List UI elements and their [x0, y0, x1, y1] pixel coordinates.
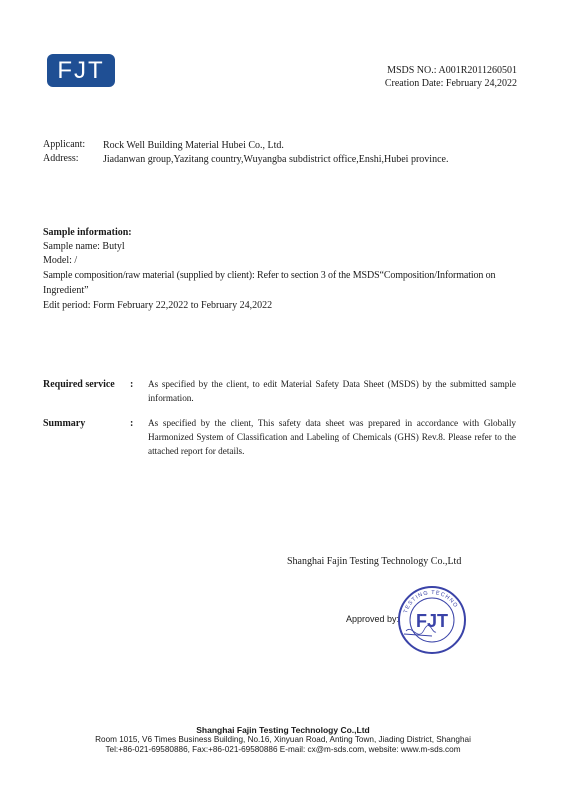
required-service-label: Required service: [43, 379, 115, 390]
signing-company: Shanghai Fajin Testing Technology Co.,Ltd: [287, 556, 462, 567]
sample-info-heading: Sample information:: [43, 227, 132, 238]
creation-date: Creation Date: February 24,2022: [384, 78, 517, 89]
sample-composition-line1: Sample composition/raw material (supplied by client): Refer to section 3 of the MSDS“Composition/Information on: [43, 270, 496, 281]
summary-label: Summary: [43, 418, 86, 429]
required-service-colon: :: [130, 379, 134, 390]
msds-number: MSDS NO.: A001R2011260501: [387, 65, 517, 76]
footer-address: Room 1015, V6 Times Business Building, No.16, Xinyuan Road, Anting Town, Jiading District, Shanghai: [95, 735, 471, 744]
approved-by-label: Approved by:: [346, 614, 400, 624]
required-service-text: As specified by the client, to edit Material Safety Data Sheet (MSDS) by the submitted sample information.: [148, 379, 516, 403]
applicant-label: Applicant:: [43, 139, 86, 150]
stamp-seal-icon: [396, 584, 468, 656]
applicant-value: Rock Well Building Material Hubei Co., Ltd.: [103, 140, 284, 151]
company-stamp: [396, 584, 468, 656]
sample-name: Sample name: Butyl: [43, 241, 125, 252]
summary-colon: :: [130, 418, 134, 429]
stamp-ring-text: TESTING TECHNO: [402, 589, 459, 615]
address-label: Address:: [43, 153, 79, 164]
stamp-text: FJT: [415, 611, 449, 631]
footer-company: Shanghai Fajin Testing Technology Co.,Ltd: [196, 725, 370, 735]
sample-model: Model: /: [43, 255, 78, 266]
company-logo: FJT: [47, 54, 115, 87]
sample-composition-line2: Ingredient”: [43, 285, 89, 296]
summary-text: As specified by the client, This safety data sheet was prepared in accordance with Globally Harmonized System of Classification and Labeling of Chemicals (GHS) Rev.8. Please refer to the attached report for details.: [148, 418, 516, 456]
address-value: Jiadanwan group,Yazitang country,Wuyangba subdistrict office,Enshi,Hubei province.: [103, 154, 449, 165]
edit-period: Edit period: Form February 22,2022 to February 24,2022: [43, 300, 273, 311]
footer-contact: Tel:+86-021-69580886, Fax:+86-021-69580886 E-mail: cx@m-sds.com, website: www.m-sds.com: [105, 745, 461, 754]
